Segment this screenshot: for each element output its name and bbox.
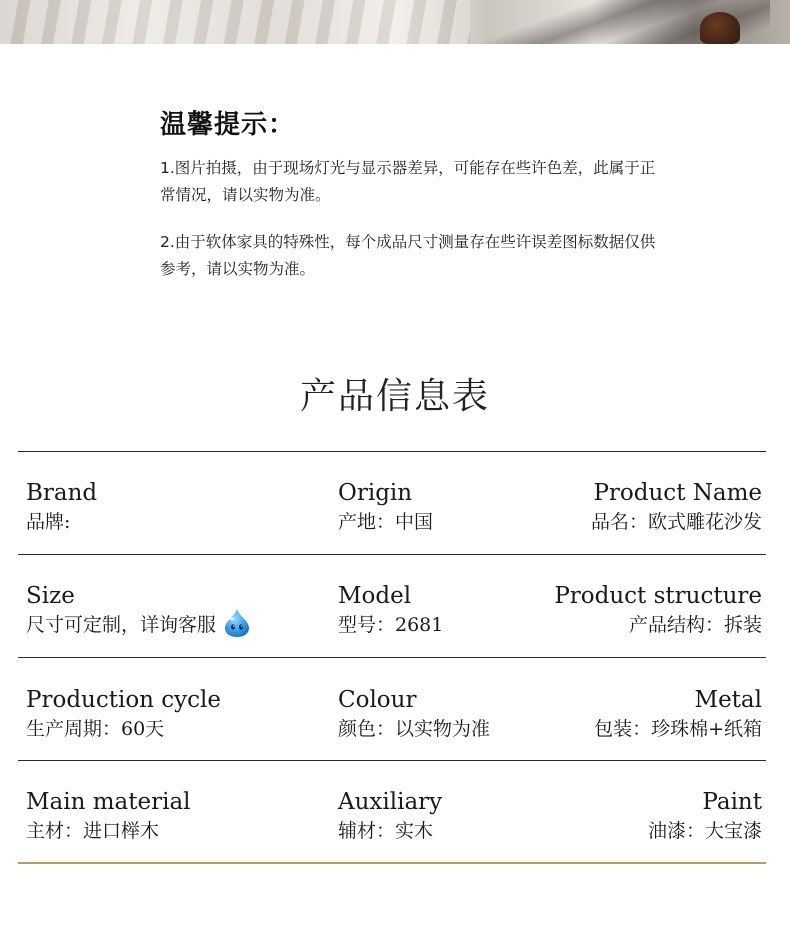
main-material-cell (26, 787, 356, 845)
product-name-label-en: Product Name (593, 480, 762, 506)
table-bottom-rule (18, 862, 766, 864)
origin-value: 产地：中国 (338, 511, 434, 533)
paint-label-en: Paint (702, 789, 762, 815)
notice-line-2: 2.由于软体家具的特殊性，每个成品尺寸测量存在些许误差图标数据仅供参考，请以实物为准。 (160, 233, 656, 278)
auxiliary-value: 辅材：实木 (338, 820, 434, 842)
structure-label-en: Product structure (554, 583, 762, 609)
brand-cell (26, 478, 356, 536)
production-cycle-value: 生产周期：60天 (26, 718, 165, 740)
main-material-label-en: Main material (26, 789, 191, 815)
model-label-en: Model (338, 583, 412, 609)
row-divider (18, 657, 766, 658)
packaging-value: 包装：珍珠棉+纸箱 (594, 718, 762, 740)
notice-line-1: 1.图片拍摄，由于现场灯光与显示器差异，可能存在些许色差，此属于正常情况，请以实物为准。 (160, 159, 656, 204)
model-value: 型号：2681 (338, 614, 444, 636)
flower-decoration (700, 12, 740, 44)
packaging-label-en: Metal (694, 687, 762, 713)
size-label-en: Size (26, 583, 75, 609)
table-top-rule (18, 451, 766, 452)
packaging-cell (502, 685, 762, 743)
brand-value: 品牌: (26, 511, 71, 533)
production-cycle-label-en: Production cycle (26, 687, 222, 713)
structure-value: 产品结构：拆装 (628, 614, 762, 636)
colour-value: 颜色：以实物为准 (338, 718, 491, 740)
row-divider (18, 760, 766, 761)
size-value: 尺寸可定制，详询客服 (26, 614, 217, 636)
colour-label-en: Colour (338, 687, 417, 713)
paint-cell (502, 787, 762, 845)
origin-label-en: Origin (338, 480, 413, 506)
structure-cell (502, 581, 762, 639)
size-cell (26, 581, 356, 641)
product-name-value: 品名：欧式雕花沙发 (590, 511, 762, 533)
notice-title: 温馨提示： (160, 110, 296, 140)
paint-value: 油漆：大宝漆 (647, 820, 762, 842)
table-title: 产品信息表 (299, 376, 490, 417)
main-material-value: 主材：进口榉木 (26, 820, 160, 842)
notice-section (160, 104, 660, 283)
row-divider (18, 554, 766, 555)
water-drop-mascot-icon (222, 608, 252, 638)
product-photo-banner (0, 0, 790, 44)
production-cycle-cell (26, 685, 356, 743)
auxiliary-label-en: Auxiliary (338, 789, 443, 815)
product-name-cell (502, 478, 762, 536)
brand-label-en: Brand (26, 480, 98, 506)
